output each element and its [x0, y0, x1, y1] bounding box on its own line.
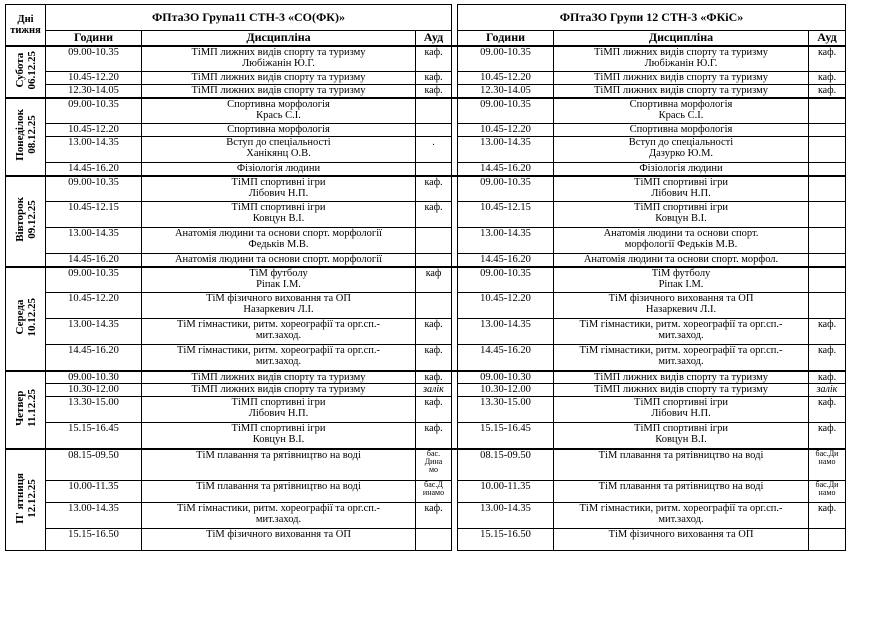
- time-cell: 09.00-10.35: [458, 267, 554, 293]
- time-cell: 13.30-15.00: [46, 397, 142, 423]
- schedule-row: [6, 137, 846, 163]
- day-name: Субота 06.12.25: [13, 50, 38, 90]
- discipline-cell: ТіМ гімнастики, ритм. хореографії та орг.сп.- мит.заход.: [142, 345, 416, 371]
- schedule-row: [6, 98, 846, 124]
- schedule-row: [6, 503, 846, 529]
- room-cell: каф.: [809, 423, 846, 449]
- time-cell: 13.00-14.35: [458, 319, 554, 345]
- room-cell: каф.: [416, 345, 452, 371]
- time-cell: 09.00-10.35: [46, 98, 142, 124]
- time-cell: 14.45-16.20: [458, 163, 554, 176]
- discipline-cell: ТіМ фізичного виховання та ОП: [142, 529, 416, 551]
- discipline-column-header: Дисципліна: [554, 31, 809, 46]
- time-cell: 10.45-12.20: [46, 124, 142, 137]
- time-cell: 10.45-12.20: [458, 72, 554, 85]
- time-cell: 08.15-09.50: [46, 449, 142, 481]
- discipline-cell: Анатомія людини та основи спорт. морфології Федьків М.В.: [142, 228, 416, 254]
- discipline-cell: ТіМП лижних видів спорту та туризму: [554, 72, 809, 85]
- discipline-cell: Спортивна морфологія: [142, 124, 416, 137]
- discipline-cell: ТіМП лижних видів спорту та туризму: [554, 384, 809, 397]
- group2-header: ФПтаЗО Групи 12 СТН-3 «ФКіС»: [458, 5, 846, 31]
- time-cell: 09.00-10.35: [458, 46, 554, 72]
- room-cell: [416, 228, 452, 254]
- discipline-cell: ТіМП спортивні ігри Лібович Н.П.: [554, 397, 809, 423]
- room-cell: [416, 529, 452, 551]
- time-cell: 13.00-14.35: [458, 228, 554, 254]
- day-name: П' ятниця 12.12.25: [13, 472, 38, 524]
- discipline-cell: ТіМ фізичного виховання та ОП Назаркевич Л.І.: [142, 293, 416, 319]
- discipline-cell: ТіМП спортивні ігри Ковцун В.І.: [142, 423, 416, 449]
- room-cell: [416, 98, 452, 124]
- room-cell: каф.: [416, 423, 452, 449]
- time-cell: 10.45-12.15: [458, 202, 554, 228]
- time-cell: 14.45-16.20: [458, 254, 554, 267]
- schedule-row: [6, 254, 846, 267]
- time-cell: 12.30-14.05: [46, 85, 142, 98]
- discipline-cell: ТіМ плавання та рятівництво на воді: [554, 481, 809, 503]
- discipline-cell: Анатомія людини та основи спорт. морфол.: [554, 254, 809, 267]
- discipline-column-header: Дисципліна: [142, 31, 416, 46]
- time-cell: 15.15-16.45: [46, 423, 142, 449]
- time-cell: 13.00-14.35: [458, 137, 554, 163]
- discipline-cell: ТіМП спортивні ігри Ковцун В.І.: [554, 202, 809, 228]
- room-cell: [809, 137, 846, 163]
- schedule-row: [6, 397, 846, 423]
- discipline-cell: Спортивна морфологія: [554, 124, 809, 137]
- discipline-cell: ТіМП спортивні ігри Лібович Н.П.: [142, 397, 416, 423]
- room-cell: [809, 267, 846, 293]
- discipline-cell: Анатомія людини та основи спорт. морфології: [142, 254, 416, 267]
- time-cell: 13.00-14.35: [46, 319, 142, 345]
- time-cell: 14.45-16.20: [46, 345, 142, 371]
- day-label: [6, 267, 46, 371]
- discipline-cell: ТіМП лижних видів спорту та туризму Любіжанін Ю.Г.: [554, 46, 809, 72]
- room-cell: каф.: [416, 371, 452, 384]
- time-column-header: Години: [458, 31, 554, 46]
- room-cell: каф.: [416, 176, 452, 202]
- day-name: Понеділок 08.12.25: [13, 109, 38, 161]
- discipline-cell: ТіМ плавання та рятівництво на воді: [554, 449, 809, 481]
- schedule-row: [6, 46, 846, 72]
- schedule-sheet: [5, 4, 846, 551]
- room-cell: каф.: [416, 72, 452, 85]
- discipline-cell: ТіМП лижних видів спорту та туризму: [142, 371, 416, 384]
- room-cell: бас.Д инамо: [416, 481, 452, 503]
- discipline-cell: ТіМП лижних видів спорту та туризму: [142, 85, 416, 98]
- time-cell: 10.30-12.00: [458, 384, 554, 397]
- schedule-row: [6, 529, 846, 551]
- day-label: [6, 371, 46, 449]
- schedule-table: [5, 4, 846, 551]
- time-cell: 09.00-10.35: [46, 267, 142, 293]
- schedule-row: [6, 267, 846, 293]
- time-cell: 10.30-12.00: [46, 384, 142, 397]
- room-cell: каф.: [809, 72, 846, 85]
- discipline-cell: Анатомія людини та основи спорт. морфології Федьків М.В.: [554, 228, 809, 254]
- room-cell: залік: [416, 384, 452, 397]
- discipline-cell: ТіМ гімнастики, ритм. хореографії та орг.сп.- мит.заход.: [142, 503, 416, 529]
- schedule-row: [6, 124, 846, 137]
- schedule-row: [6, 449, 846, 481]
- discipline-cell: ТіМ футболу Ріпак І.М.: [554, 267, 809, 293]
- time-cell: 09.00-10.35: [46, 176, 142, 202]
- room-cell: каф.: [416, 202, 452, 228]
- day-label: [6, 176, 46, 267]
- room-cell: [809, 124, 846, 137]
- schedule-row: [6, 85, 846, 98]
- time-cell: 15.15-16.50: [458, 529, 554, 551]
- discipline-cell: Спортивна морфологія Крась С.І.: [142, 98, 416, 124]
- discipline-cell: ТіМ фізичного виховання та ОП: [554, 529, 809, 551]
- day-name: Вівторок 09.12.25: [13, 197, 38, 242]
- discipline-cell: ТіМП спортивні ігри Ковцун В.І.: [142, 202, 416, 228]
- room-cell: [809, 228, 846, 254]
- time-cell: 15.15-16.50: [46, 529, 142, 551]
- time-cell: 10.45-12.20: [458, 124, 554, 137]
- room-cell: каф.: [809, 319, 846, 345]
- room-cell: каф.: [416, 85, 452, 98]
- time-cell: 10.45-12.20: [46, 293, 142, 319]
- room-cell: .: [416, 137, 452, 163]
- time-cell: 09.00-10.35: [458, 98, 554, 124]
- discipline-cell: ТіМ гімнастики, ритм. хореографії та орг.сп.- мит.заход.: [554, 503, 809, 529]
- schedule-row: [6, 371, 846, 384]
- schedule-row: [6, 228, 846, 254]
- time-cell: 09.00-10.30: [46, 371, 142, 384]
- room-cell: каф.: [809, 397, 846, 423]
- time-cell: 15.15-16.45: [458, 423, 554, 449]
- room-cell: каф.: [416, 319, 452, 345]
- room-cell: бас.Ди намо: [809, 481, 846, 503]
- time-cell: 10.00-11.35: [458, 481, 554, 503]
- day-label: [6, 46, 46, 98]
- time-cell: 14.45-16.20: [46, 254, 142, 267]
- time-cell: 10.00-11.35: [46, 481, 142, 503]
- time-cell: 10.45-12.20: [46, 72, 142, 85]
- room-cell: бас. Дина мо: [416, 449, 452, 481]
- day-label: [6, 449, 46, 551]
- room-cell: залік: [809, 384, 846, 397]
- time-column-header: Години: [46, 31, 142, 46]
- room-cell: каф.: [809, 503, 846, 529]
- group1-header: ФПтаЗО Група11 СТН-3 «СО(ФК)»: [46, 5, 452, 31]
- room-cell: [809, 254, 846, 267]
- discipline-cell: ТіМ футболу Ріпак І.М.: [142, 267, 416, 293]
- time-cell: 13.00-14.35: [46, 228, 142, 254]
- discipline-cell: ТіМ гімнастики, ритм. хореографії та орг.сп.- мит.заход.: [142, 319, 416, 345]
- time-cell: 13.00-14.35: [458, 503, 554, 529]
- room-cell: [809, 529, 846, 551]
- schedule-row: [6, 293, 846, 319]
- schedule-row: [6, 319, 846, 345]
- discipline-cell: ТіМ гімнастики, ритм. хореографії та орг.сп.- мит.заход.: [554, 319, 809, 345]
- discipline-cell: ТіМ плавання та рятівництво на воді: [142, 481, 416, 503]
- room-cell: бас.Ди намо: [809, 449, 846, 481]
- days-header: Дні тижня: [6, 5, 46, 46]
- room-cell: [809, 98, 846, 124]
- time-cell: 09.00-10.30: [458, 371, 554, 384]
- time-cell: 08.15-09.50: [458, 449, 554, 481]
- discipline-cell: Фізіологія людини: [554, 163, 809, 176]
- time-cell: 10.45-12.20: [458, 293, 554, 319]
- schedule-row: [6, 176, 846, 202]
- discipline-cell: Фізіологія людини: [142, 163, 416, 176]
- time-cell: 09.00-10.35: [46, 46, 142, 72]
- room-cell: [809, 202, 846, 228]
- time-cell: 13.30-15.00: [458, 397, 554, 423]
- discipline-cell: Вступ до спеціальності Дазурко Ю.М.: [554, 137, 809, 163]
- discipline-cell: ТіМ фізичного виховання та ОП Назаркевич Л.І.: [554, 293, 809, 319]
- discipline-cell: ТіМП спортивні ігри Ковцун В.І.: [554, 423, 809, 449]
- room-cell: каф.: [809, 371, 846, 384]
- room-cell: каф.: [416, 397, 452, 423]
- room-cell: [416, 254, 452, 267]
- discipline-cell: ТіМП лижних видів спорту та туризму: [142, 72, 416, 85]
- time-cell: 14.45-16.20: [46, 163, 142, 176]
- room-cell: каф: [416, 267, 452, 293]
- room-cell: [809, 176, 846, 202]
- discipline-cell: ТіМ гімнастики, ритм. хореографії та орг.сп.- мит.заход.: [554, 345, 809, 371]
- time-cell: 14.45-16.20: [458, 345, 554, 371]
- schedule-row: [6, 481, 846, 503]
- discipline-cell: ТіМП спортивні ігри Лібович Н.П.: [554, 176, 809, 202]
- day-label: [6, 98, 46, 176]
- discipline-cell: ТіМП лижних видів спорту та туризму Любіжанін Ю.Г.: [142, 46, 416, 72]
- room-cell: каф.: [416, 503, 452, 529]
- schedule-row: [6, 345, 846, 371]
- room-cell: каф.: [416, 46, 452, 72]
- time-cell: 13.00-14.35: [46, 137, 142, 163]
- discipline-cell: ТіМП лижних видів спорту та туризму: [554, 85, 809, 98]
- discipline-cell: Спортивна морфологія Крась С.І.: [554, 98, 809, 124]
- room-cell: [809, 163, 846, 176]
- room-cell: [416, 124, 452, 137]
- room-cell: [809, 293, 846, 319]
- schedule-row: [6, 202, 846, 228]
- room-column-header: Ауд: [416, 31, 452, 46]
- room-cell: каф.: [809, 46, 846, 72]
- schedule-row: [6, 384, 846, 397]
- room-cell: каф.: [809, 345, 846, 371]
- time-cell: 09.00-10.35: [458, 176, 554, 202]
- time-cell: 13.00-14.35: [46, 503, 142, 529]
- discipline-cell: ТіМ плавання та рятівництво на воді: [142, 449, 416, 481]
- discipline-cell: ТіМП спортивні ігри Лібович Н.П.: [142, 176, 416, 202]
- discipline-cell: ТіМП лижних видів спорту та туризму: [554, 371, 809, 384]
- time-cell: 10.45-12.15: [46, 202, 142, 228]
- schedule-row: [6, 72, 846, 85]
- room-cell: каф.: [809, 85, 846, 98]
- day-name: Четвер 11.12.25: [13, 389, 38, 427]
- room-cell: [416, 163, 452, 176]
- room-cell: [416, 293, 452, 319]
- discipline-cell: ТіМП лижних видів спорту та туризму: [142, 384, 416, 397]
- day-name: Середа 10.12.25: [13, 297, 38, 337]
- schedule-row: [6, 163, 846, 176]
- discipline-cell: Вступ до спеціальності Ханікянц О.В.: [142, 137, 416, 163]
- room-column-header: Ауд: [809, 31, 846, 46]
- schedule-row: [6, 423, 846, 449]
- time-cell: 12.30-14.05: [458, 85, 554, 98]
